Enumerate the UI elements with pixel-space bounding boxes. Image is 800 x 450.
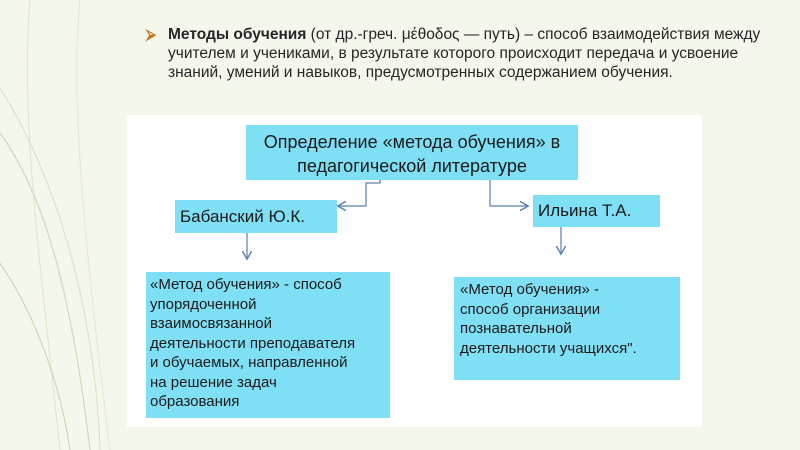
root-node: Определение «метода обучения» в педагогической литературе [246, 125, 578, 180]
intro-term: Методы обучения [168, 26, 307, 43]
author-node-babansky: Бабанский Ю.К. [175, 200, 337, 233]
bullet-arrow-icon: ⮚ [146, 26, 156, 42]
author-node-ilyina: Ильина Т.А. [533, 195, 660, 227]
intro-bullet [146, 25, 766, 82]
decorative-curves [0, 0, 140, 450]
intro-text [168, 25, 766, 82]
intro-definition: (от др.-греч. μέθοδος — путь) – способ взаимодействия между учителем и учениками, в результате которого происходит передача и усвоение знаний, умений и навыков, предусмотренных содержанием обучения. [168, 26, 761, 81]
definition-ilyina: «Метод обучения» - способ организации познавательной деятельности учащихся". [454, 277, 680, 380]
definition-babansky: «Метод обучения» - способ упорядоченной взаимосвязанной деятельности преподавателя и обучаемых, направленной на решение задач образования [146, 272, 390, 418]
